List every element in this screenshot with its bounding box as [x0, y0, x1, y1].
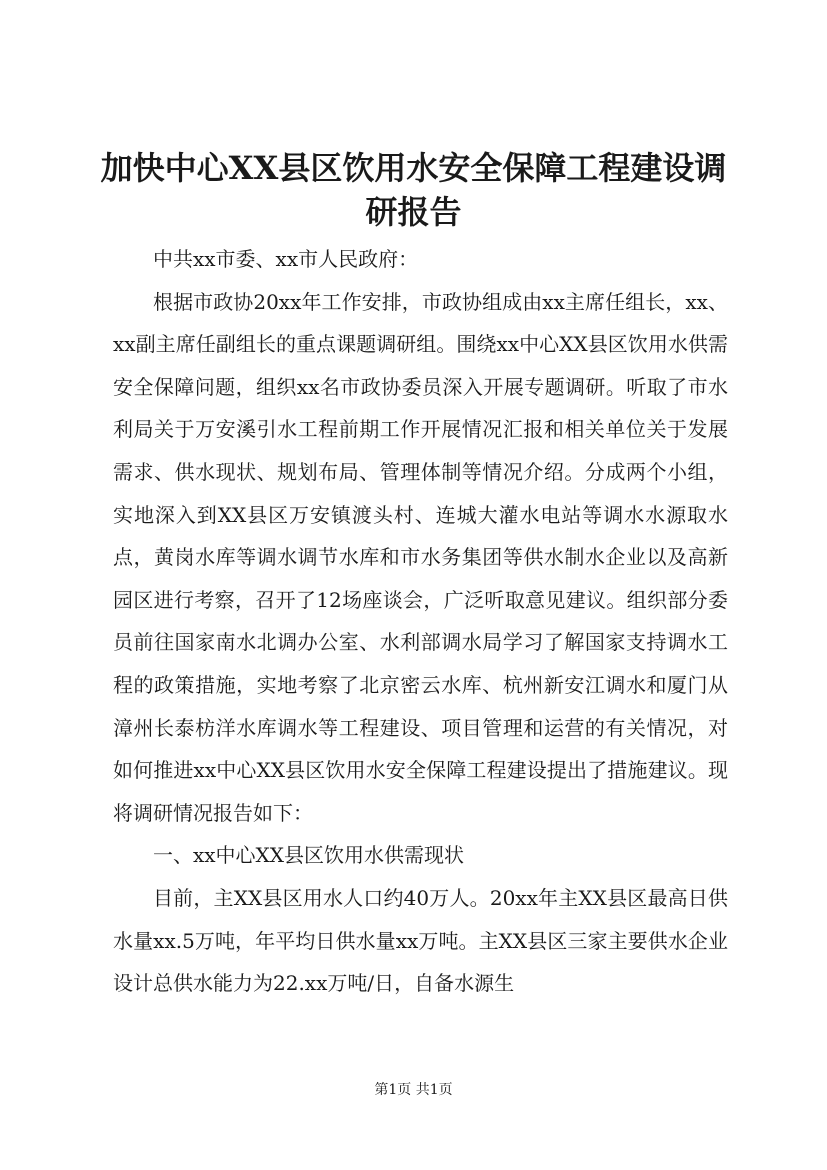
- page-footer: 第1页 共1页: [374, 1082, 453, 1098]
- title-line-2: 研报告: [365, 193, 462, 231]
- document-title: [100, 146, 727, 234]
- title-line-1: 加快中心XX县区饮用水安全保障工程建设调: [100, 149, 727, 187]
- document-body: [113, 238, 728, 1005]
- paragraph-1: 根据市政协20xx年工作安排，市政协组成由xx主席任组长，xx、xx副主席任副组长的重点课题调研组。围绕xx中心XX县区饮用水供需安全保障问题，组织xx名市政协委员深入开展专题调研。听取了市水利局关于万安溪引水工程前期工作开展情况汇报和相关单位关于发展需求、供水现状、规划布局、管理体制等情况介绍。分成两个小组，实地深入到XX县区万安镇渡头村、连城大灌水电站等调水水源取水点，黄岗水库等调水调节水库和市水务集团等供水制水企业以及高新园区进行考察，召开了12场座谈会，广泛听取意见建议。组织部分委员前往国家南水北调办公室、水利部调水局学习了解国家支持调水工程的政策措施，实地考察了北京密云水库、杭州新安江调水和厦门从漳州长泰枋洋水库调水等工程建设、项目管理和运营的有关情况，对如何推进xx中心XX县区饮用水安全保障工程建设提出了措施建议。现将调研情况报告如下：: [113, 289, 728, 825]
- addressee: 中共xx市委、xx市人民政府：: [153, 247, 419, 271]
- paragraph-2: 目前，主XX县区用水人口约40万人。20xx年主XX县区最高日供水量xx.5万吨，年平均日供水量xx万吨。主XX县区三家主要供水企业设计总供水能力为22.xx万吨/日，自备水源生: [113, 885, 728, 996]
- section-heading-1: 一、xx中心XX县区饮用水供需现状: [153, 843, 465, 868]
